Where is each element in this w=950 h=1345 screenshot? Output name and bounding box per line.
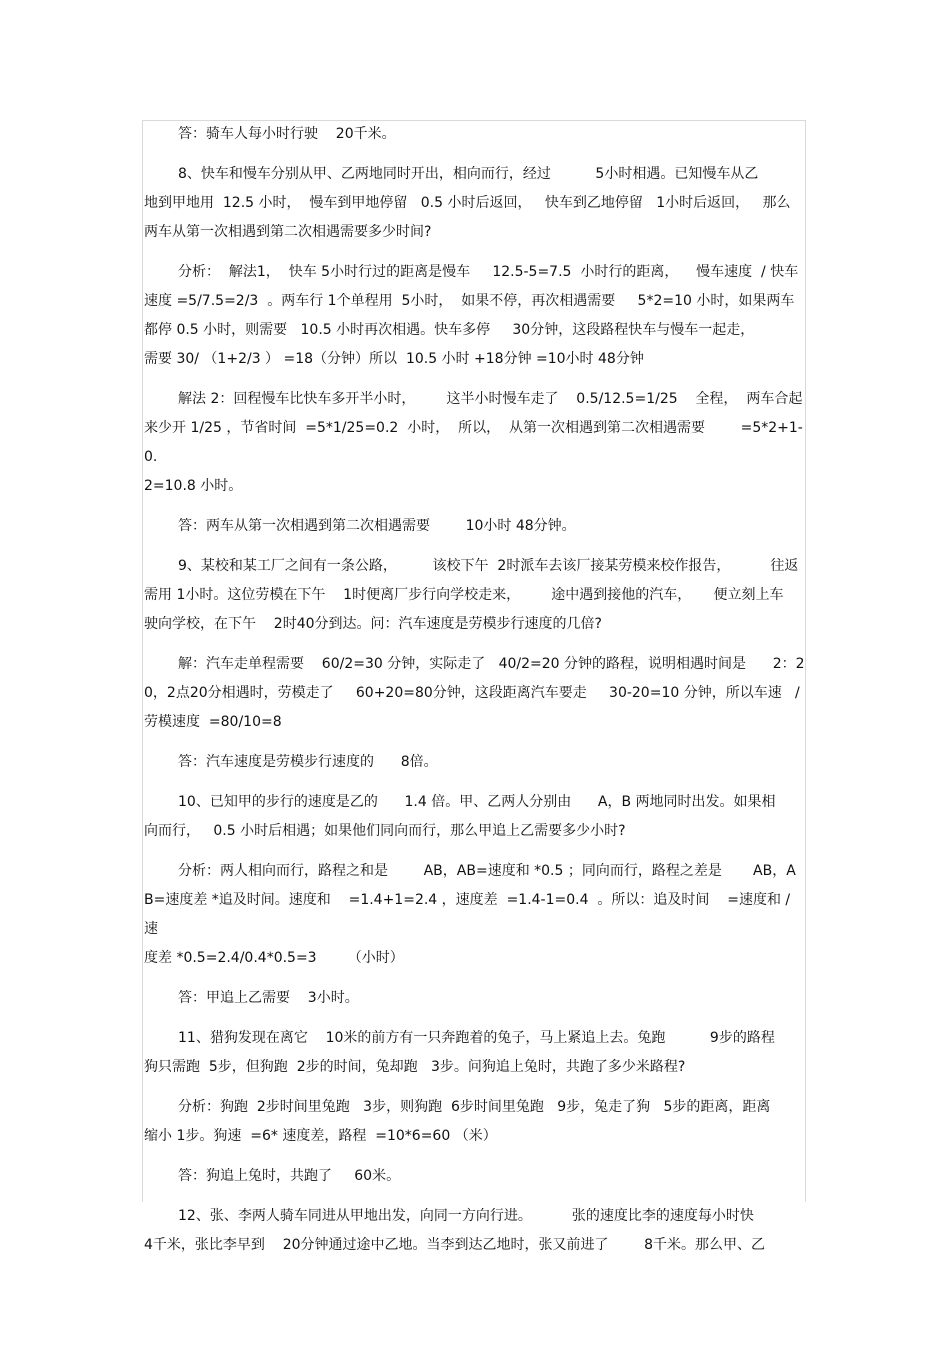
text-line: 答：汽车速度是劳模步行速度的 8倍。 (178, 754, 438, 770)
paragraph (144, 857, 806, 973)
text-line: 0，2点20分相遇时，劳模走了 60+20=80分钟，这段距离汽车要走 30-20=10 分钟，所以车速 / (144, 685, 800, 701)
text-line: 8、快车和慢车分别从甲、乙两地同时开出，相向而行，经过 5小时相遇。已知慢车从乙 (178, 166, 759, 182)
text-line: 12、张、李两人骑车同进从甲地出发，向同一方向行进。 张的速度比李的速度每小时快 (178, 1208, 754, 1224)
paragraph (144, 650, 806, 737)
paragraph (144, 1202, 806, 1260)
text-line: 分析：两人相向而行，路程之和是 AB，AB=速度和 *0.5 ；同向而行，路程之差是 AB，A (178, 863, 796, 879)
paragraph (144, 258, 806, 374)
paragraph (144, 748, 806, 777)
text-line: 都停 0.5 小时，则需要 10.5 小时再次相遇。快车多停 30分钟，这段路程快车与慢车一起走， (144, 322, 755, 338)
text-line: 9、某校和某工厂之间有一条公路， 该校下午 2时派车去该厂接某劳模来校作报告， 往返 (178, 558, 799, 574)
text-line: 驶向学校，在下午 2时40分到达。问：汽车速度是劳模步行速度的几倍? (144, 616, 602, 632)
paragraph (144, 512, 806, 541)
paragraph (144, 120, 806, 149)
text-line: 分析： 解法1， 快车 5小时行过的距离是慢车 12.5-5=7.5 小时行的距离， 慢车速度 / 快车 (178, 264, 799, 280)
text-line: 劳模速度 =80/10=8 (144, 714, 282, 730)
text-line: 缩小 1步。狗速 =6* 速度差，路程 =10*6=60 （米） (144, 1128, 497, 1144)
text-line: 两车从第一次相遇到第二次相遇需要多少时间? (144, 224, 432, 240)
text-line: 度差 *0.5=2.4/0.4*0.5=3 （小时） (144, 950, 404, 966)
paragraph (144, 984, 806, 1013)
paragraph (144, 788, 806, 846)
text-line: 答：狗追上兔时，共跑了 60米。 (178, 1168, 401, 1184)
text-line: 解法 2：回程慢车比快车多开半小时， 这半小时慢车走了 0.5/12.5=1/25 全程， 两车合起 (178, 391, 803, 407)
paragraph (144, 1162, 806, 1191)
paragraph (144, 552, 806, 639)
text-line: B=速度差 *追及时间。速度和 =1.4+1=2.4 ，速度差 =1.4-1=0.4 。所以：追及时间 =速度和 / 速 (144, 892, 795, 937)
text-line: 10、已知甲的步行的速度是乙的 1.4 倍。甲、乙两人分别由 A，B 两地同时出发。如果相 (178, 794, 776, 810)
paragraph (144, 1024, 806, 1082)
paragraph (144, 160, 806, 247)
text-line: 地到甲地用 12.5 小时， 慢车到甲地停留 0.5 小时后返回， 快车到乙地停留 1小时后返回， 那么 (144, 195, 791, 211)
paragraph (144, 385, 806, 501)
text-line: 答：甲追上乙需要 3小时。 (178, 990, 359, 1006)
text-line: 向而行， 0.5 小时后相遇；如果他们同向而行，那么甲追上乙需要多少小时? (144, 823, 626, 839)
text-line: 答：两车从第一次相遇到第二次相遇需要 10小时 48分钟。 (178, 518, 576, 534)
text-line: 2=10.8 小时。 (144, 478, 243, 494)
text-line: 解：汽车走单程需要 60/2=30 分钟，实际走了 40/2=20 分钟的路程，说明相遇时间是 2：2 (178, 656, 805, 672)
text-line: 狗只需跑 5步，但狗跑 2步的时间，兔却跑 3步。问狗追上兔时，共跑了多少米路程? (144, 1059, 686, 1075)
text-line: 4千米，张比李早到 20分钟通过途中乙地。当李到达乙地时，张又前进了 8千米。那么甲、乙 (144, 1237, 766, 1253)
text-line: 分析：狗跑 2步时间里兔跑 3步，则狗跑 6步时间里兔跑 9步，兔走了狗 5步的距离，距离 (178, 1099, 771, 1115)
text-line: 来少开 1/25 ，节省时间 =5*1/25=0.2 小时， 所以， 从第一次相遇到第二次相遇需要 =5*2+1-0. (144, 420, 803, 465)
text-line: 需用 1小时。这位劳模在下午 1时便离厂步行向学校走来， 途中遇到接他的汽车， 便立刻上车 (144, 587, 784, 603)
text-line: 11、猎狗发现在离它 10米的前方有一只奔跑着的兔子，马上紧追上去。兔跑 9步的路程 (178, 1030, 775, 1046)
text-line: 答：骑车人每小时行驶 20千米。 (178, 126, 396, 142)
text-line: 需要 30/ （1+2/3 ） =18（分钟）所以 10.5 小时 +18分钟 =10小时 48分钟 (144, 351, 644, 367)
text-line: 速度 =5/7.5=2/3 。两车行 1个单程用 5小时， 如果不停，再次相遇需要 5*2=10 小时，如果两车 (144, 293, 795, 309)
document-body (144, 120, 806, 1260)
paragraph (144, 1093, 806, 1151)
